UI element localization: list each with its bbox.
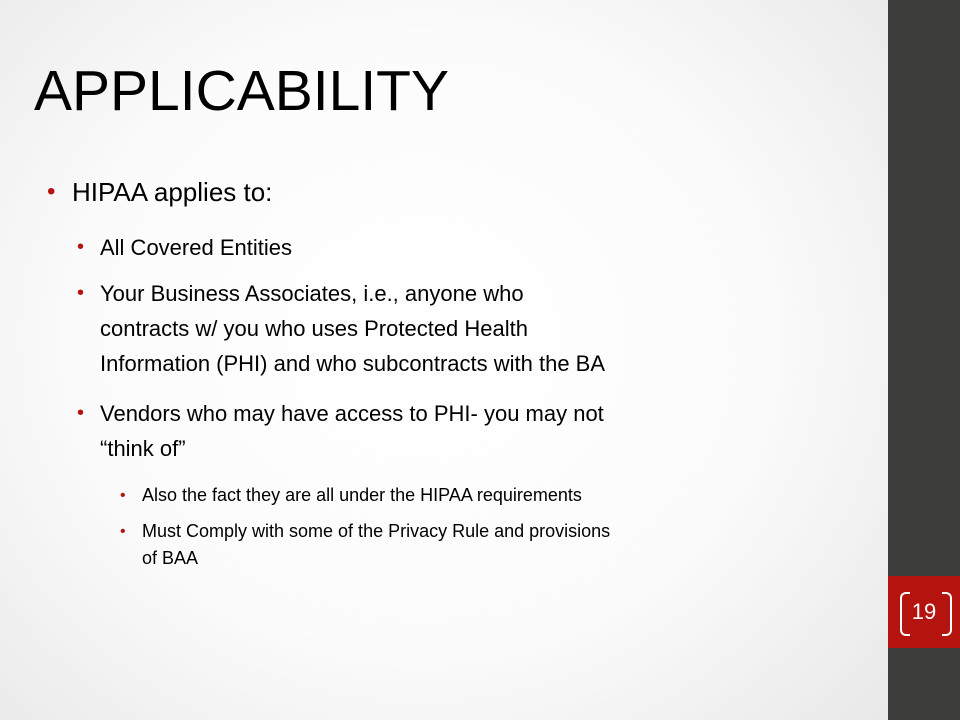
- bullet-dot-icon: •: [77, 236, 85, 258]
- sub-bullet-vendors: [77, 396, 860, 466]
- slide-number: 19: [911, 599, 937, 624]
- sub-bullet-text-line-2: contracts w/ you who uses Protected Health: [100, 316, 528, 341]
- sub-bullet-text-line-3: Information (PHI) and who subcontracts with the BA: [100, 351, 606, 376]
- third-bullet-text: Also the fact they are all under the HIPAA requirements: [142, 485, 582, 505]
- bullet-dot-icon: •: [47, 178, 56, 205]
- sub-bullet-text-line-1: Vendors who may have access to PHI- you may not: [100, 401, 604, 426]
- third-bullet-text-line-2: of BAA: [142, 548, 199, 568]
- sub-bullet-business-associates: [77, 276, 860, 381]
- sub-bullet-text-line-2: “think of”: [100, 436, 186, 461]
- bullet-dot-icon: •: [77, 402, 85, 424]
- bullet-dot-icon: •: [120, 487, 126, 504]
- sub-bullet-text: All Covered Entities: [100, 235, 292, 260]
- third-bullet-text-line-1: Must Comply with some of the Privacy Rule and provisions: [142, 521, 611, 541]
- main-bullet: [47, 172, 852, 212]
- slide-title: APPLICABILITY: [34, 59, 450, 123]
- third-bullet-privacy-rule: [120, 518, 862, 572]
- third-bullet-hipaa-requirements: [120, 482, 862, 509]
- sub-bullet-covered-entities: [77, 230, 860, 265]
- sub-bullet-text-line-1: Your Business Associates, i.e., anyone who: [100, 281, 524, 306]
- bullet-dot-icon: •: [77, 282, 85, 304]
- main-bullet-text: HIPAA applies to:: [72, 177, 273, 207]
- bullet-dot-icon: •: [120, 523, 126, 540]
